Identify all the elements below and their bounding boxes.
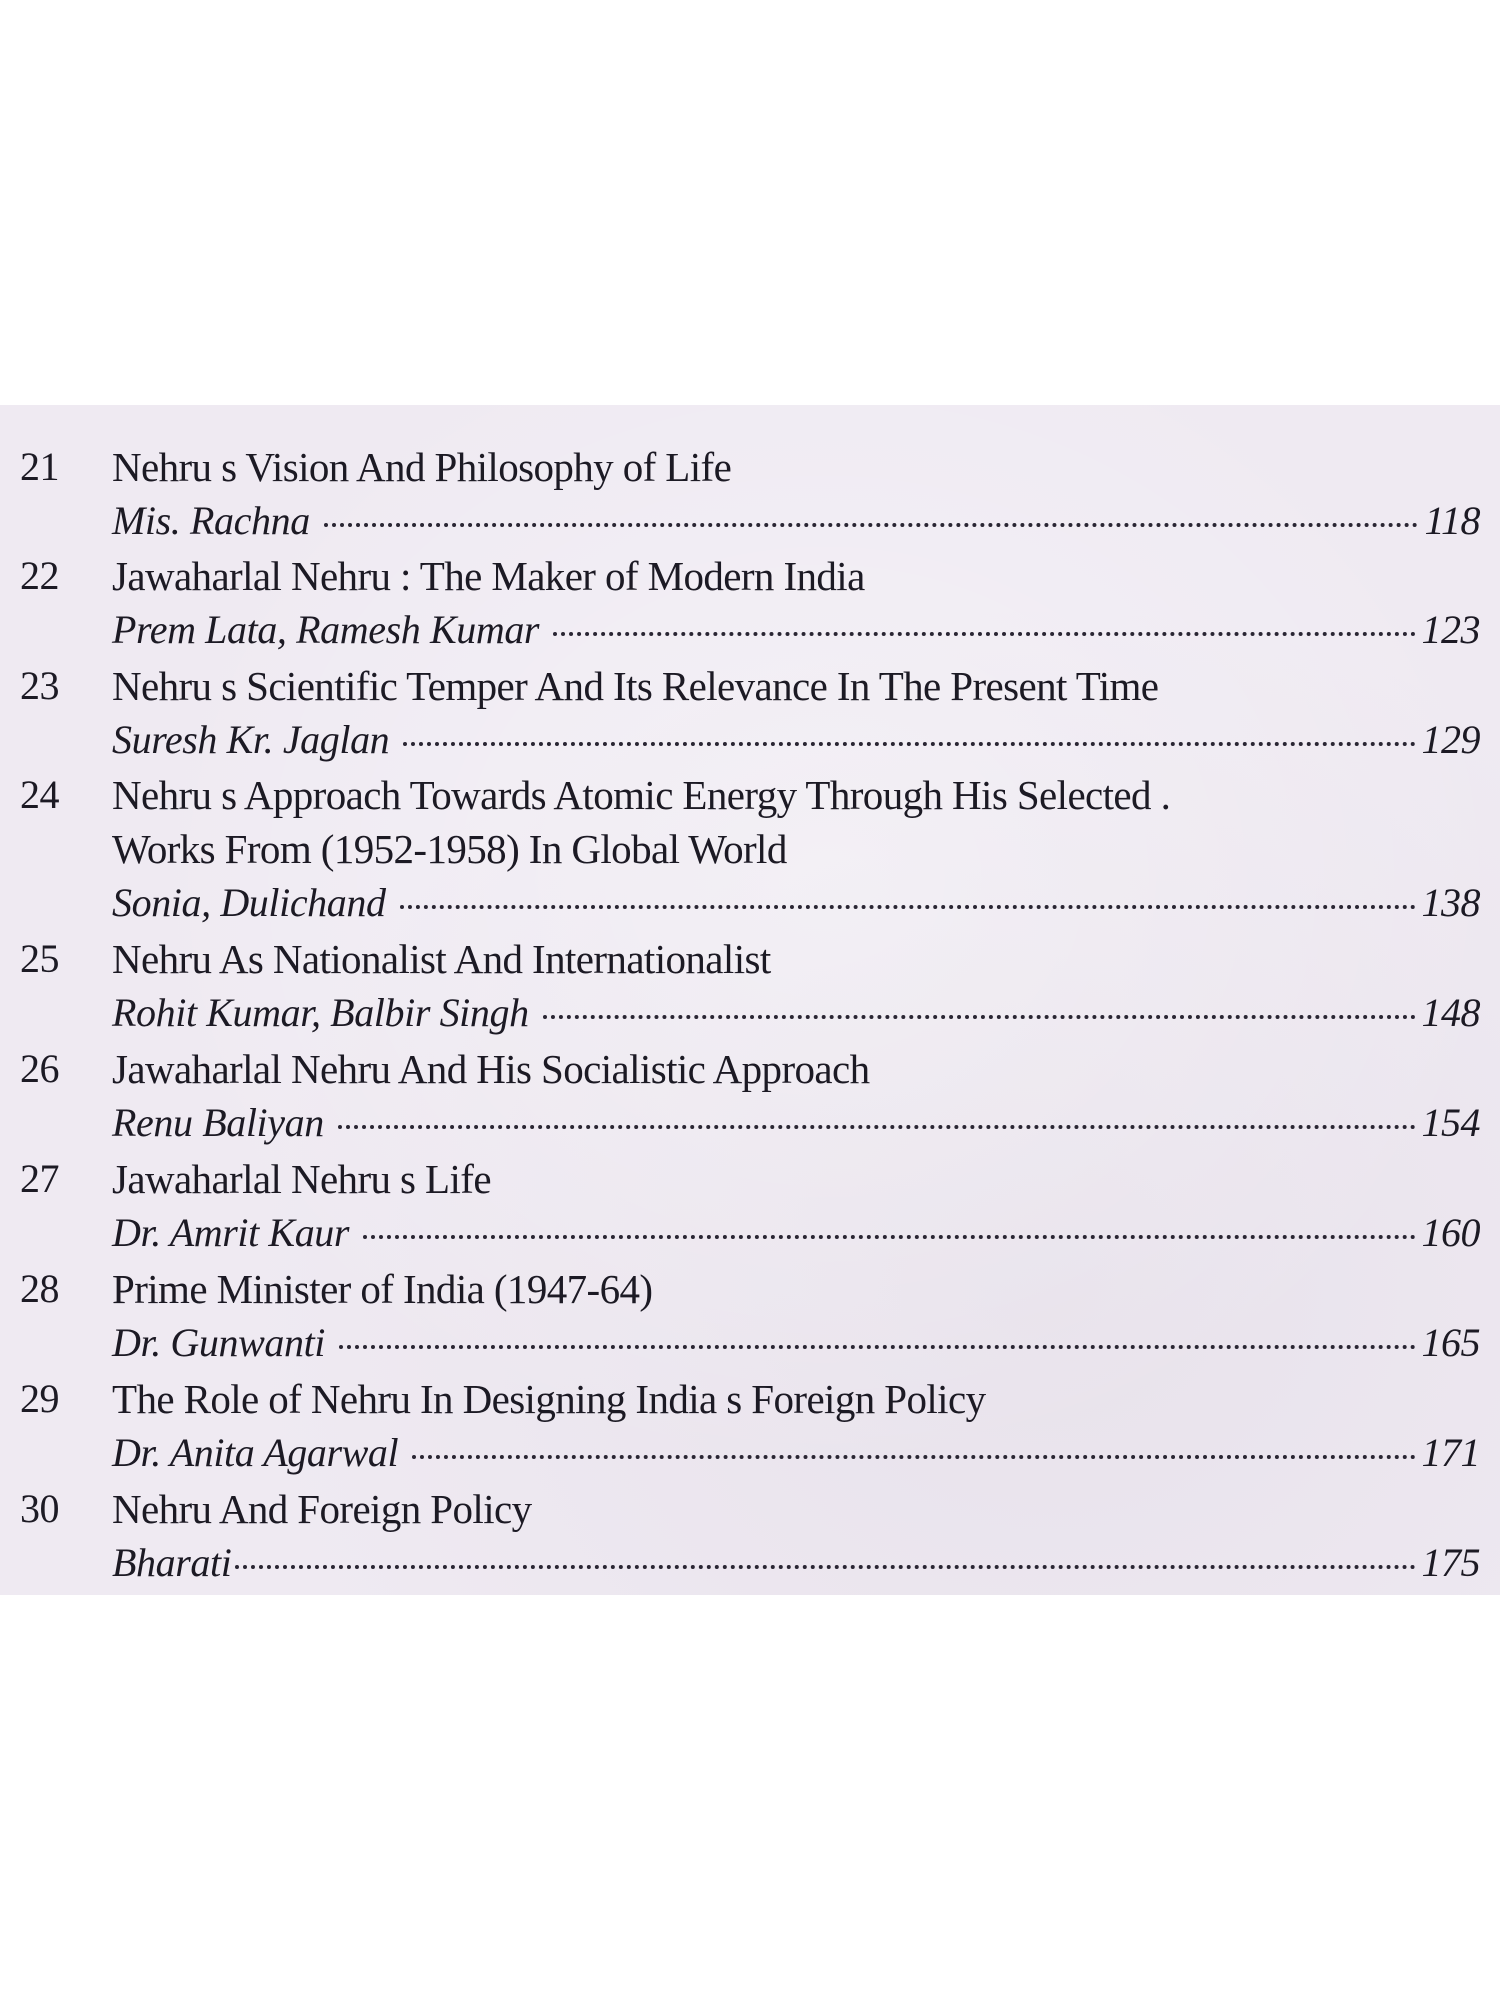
chapter-number: 30 (20, 1486, 59, 1531)
dot-leader (553, 632, 1415, 636)
author-row (112, 1535, 1480, 1591)
chapter-title: Nehru As Nationalist And Internationalist (112, 936, 771, 982)
author-row (112, 1315, 1480, 1371)
chapter-title: Nehru And Foreign Policy (112, 1486, 532, 1532)
dot-leader (400, 905, 1416, 909)
dot-leader (338, 1125, 1416, 1129)
dot-leader (324, 523, 1419, 527)
chapter-title: Nehru s Vision And Philosophy of Life (112, 444, 732, 490)
chapter-author: Bharati (112, 1540, 232, 1585)
dot-leader (543, 1015, 1416, 1019)
page-number: 160 (1421, 1210, 1480, 1255)
chapter-title: Jawaharlal Nehru : The Maker of Modern India (112, 553, 865, 599)
chapter-number: 29 (20, 1376, 59, 1421)
chapter-number: 24 (20, 772, 59, 817)
chapter-author: Rohit Kumar, Balbir Singh (112, 990, 529, 1035)
author-row (112, 493, 1480, 549)
page-number: 118 (1424, 498, 1480, 543)
author-row (112, 875, 1480, 931)
chapter-author: Dr. Gunwanti (112, 1320, 326, 1365)
author-row (112, 985, 1480, 1041)
chapter-title: Nehru s Approach Towards Atomic Energy Through His Selected . (112, 772, 1171, 818)
chapter-number: 26 (20, 1046, 59, 1091)
table-of-contents (0, 405, 1500, 1595)
author-row (112, 712, 1480, 768)
chapter-title-continued: Works From (1952-1958) In Global World (112, 826, 787, 872)
page-number: 175 (1421, 1540, 1480, 1585)
chapter-author: Dr. Amrit Kaur (112, 1210, 350, 1255)
chapter-author: Sonia, Dulichand (112, 880, 386, 925)
chapter-author: Prem Lata, Ramesh Kumar (112, 607, 540, 652)
chapter-title: Jawaharlal Nehru s Life (112, 1156, 491, 1202)
chapter-author: Dr. Anita Agarwal (112, 1430, 399, 1475)
chapter-title: Nehru s Scientific Temper And Its Relevance In The Present Time (112, 663, 1159, 709)
page-number: 148 (1421, 990, 1480, 1035)
page-number: 165 (1421, 1320, 1480, 1365)
chapter-number: 25 (20, 936, 59, 981)
chapter-title: The Role of Nehru In Designing India s Foreign Policy (112, 1376, 986, 1422)
page-number: 123 (1421, 607, 1480, 652)
chapter-number: 28 (20, 1266, 59, 1311)
chapter-title: Prime Minister of India (1947-64) (112, 1266, 653, 1312)
chapter-author: Mis. Rachna (112, 498, 310, 543)
chapter-number: 21 (20, 444, 59, 489)
chapter-title: Jawaharlal Nehru And His Socialistic Approach (112, 1046, 870, 1092)
dot-leader (412, 1455, 1415, 1459)
page-number: 138 (1421, 880, 1480, 925)
chapter-number: 27 (20, 1156, 59, 1201)
toc-page (0, 405, 1500, 1595)
dot-leader (363, 1235, 1415, 1239)
chapter-author: Renu Baliyan (112, 1100, 324, 1145)
page-number: 154 (1421, 1100, 1480, 1145)
author-row (112, 1095, 1480, 1151)
page-number: 171 (1421, 1430, 1480, 1475)
author-row (112, 1425, 1480, 1481)
chapter-number: 23 (20, 663, 59, 708)
dot-leader (235, 1565, 1415, 1569)
chapter-author: Suresh Kr. Jaglan (112, 717, 390, 762)
page-number: 129 (1421, 717, 1480, 762)
dot-leader (403, 742, 1415, 746)
dot-leader (339, 1345, 1415, 1349)
author-row (112, 602, 1480, 658)
author-row (112, 1205, 1480, 1261)
chapter-number: 22 (20, 553, 59, 598)
